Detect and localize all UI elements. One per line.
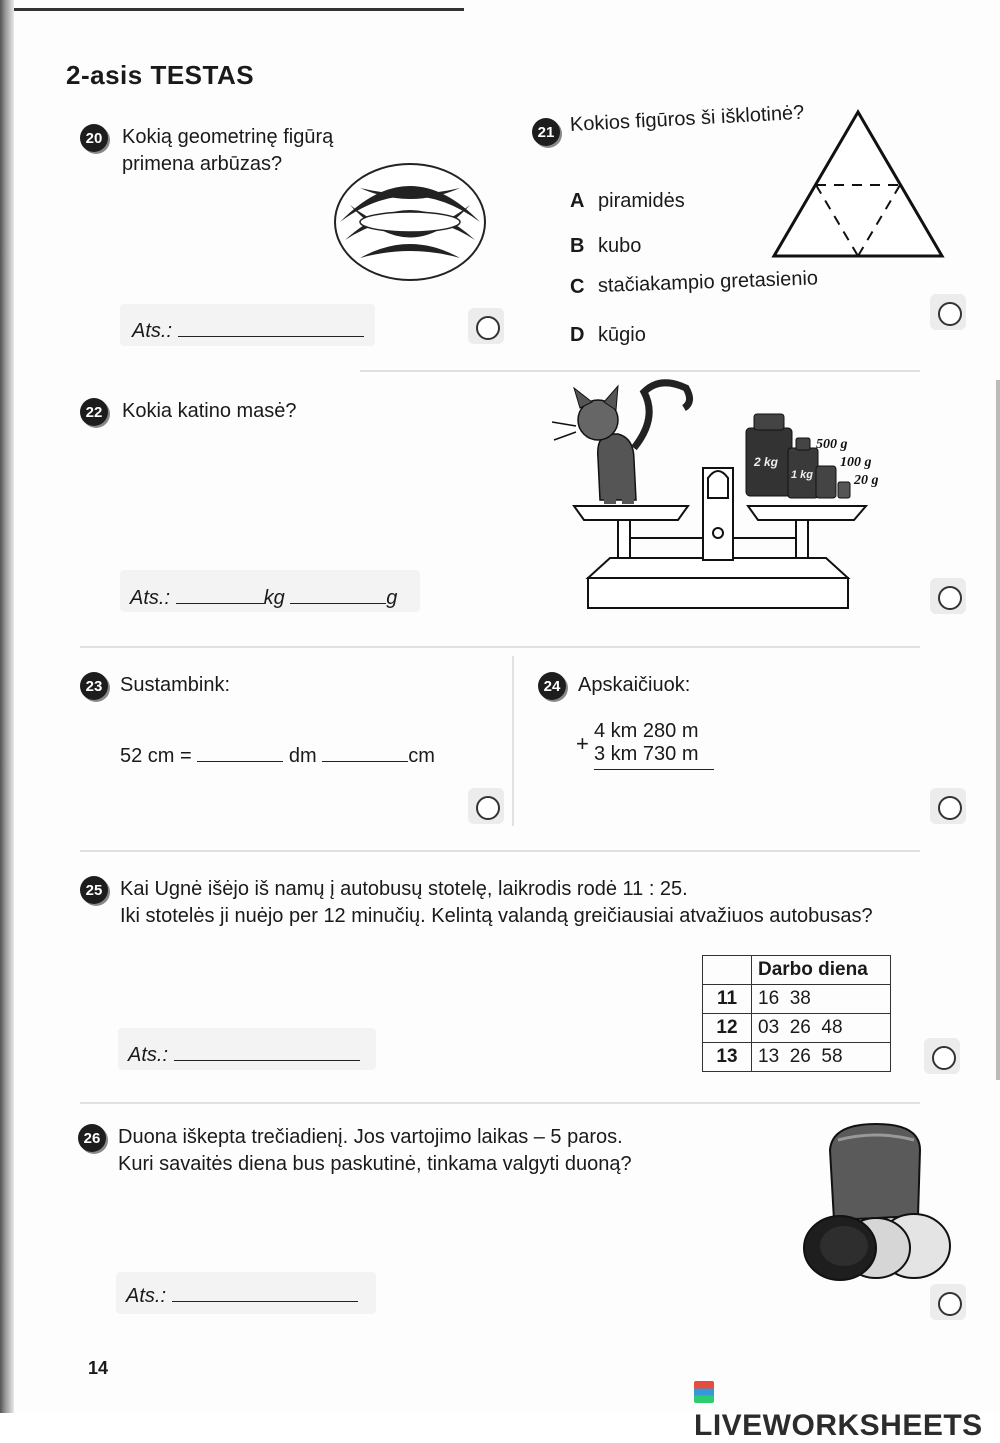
page-title: 2-asis TESTAS <box>66 60 255 90</box>
q26-answer <box>126 1283 358 1308</box>
q22-g-label: g <box>386 587 398 609</box>
q26-line1: Duona iškepta trečiadienį. Jos vartojimo laikas – 5 paros. <box>118 1126 623 1148</box>
q22-g-blank[interactable] <box>290 585 386 604</box>
q26-answer-blank[interactable] <box>172 1283 358 1302</box>
q21-number-badge: 21 <box>532 118 560 146</box>
q24-plus-sign: + <box>576 731 589 756</box>
q23-expression <box>120 743 435 770</box>
q24-addend-2: 3 km 730 m <box>594 741 714 770</box>
q21-option-d[interactable]: D kūgio <box>570 324 646 346</box>
q26-question <box>118 1124 632 1178</box>
q24-addend-1: 4 km 280 m <box>594 720 699 742</box>
q23-dm-label: dm <box>288 745 317 767</box>
q22-question: Kokia katino masė? <box>122 400 297 422</box>
q20-line1: Kokią geometrinę figūrą <box>122 126 334 148</box>
q21-option-a[interactable]: A piramidės <box>570 190 685 212</box>
q25-line2: Iki stotelės ji nuėjo per 12 minučių. Kelintą valandą greičiausiai atvažiuos autobusas? <box>120 905 873 927</box>
q23-expr-text: 52 cm = <box>120 745 192 767</box>
q22-answer <box>130 585 397 610</box>
binding-shadow <box>0 0 14 1413</box>
liveworksheets-logo-icon <box>694 1381 714 1403</box>
schedule-hour: 12 <box>703 1014 752 1043</box>
q20-ats-label: Ats.: <box>132 320 173 342</box>
weight-100g-label: 100 g <box>840 455 872 470</box>
liveworksheets-logo-text: LIVEWORKSHEETS <box>694 1409 983 1442</box>
weight-2kg-label: 2 kg <box>754 455 779 469</box>
schedule-hour: 13 <box>703 1043 752 1072</box>
q22-kg-blank[interactable] <box>176 585 264 604</box>
bus-schedule-table <box>702 955 891 1072</box>
weight-500g-label: 500 g <box>816 437 848 452</box>
q24-score-circle[interactable] <box>938 796 962 820</box>
weight-20g-label: 20 g <box>854 473 879 488</box>
schedule-row <box>703 1014 891 1043</box>
q25-line1: Kai Ugnė išėjo iš namų į autobusų stotelę, laikrodis rodė 11 : 25. <box>120 878 688 900</box>
q22-kg-label: kg <box>263 587 285 609</box>
q22-ats-label: Ats.: <box>130 587 171 609</box>
schedule-header-row <box>703 956 891 985</box>
q23-cm-label: cm <box>408 745 435 767</box>
watermelon-illustration <box>330 160 490 285</box>
q25-answer <box>128 1042 360 1067</box>
q24-number-badge: 24 <box>538 672 566 700</box>
q25-ats-label: Ats.: <box>128 1044 169 1066</box>
q21-option-b[interactable]: B kubo <box>570 235 642 257</box>
q25-answer-blank[interactable] <box>174 1042 360 1061</box>
q25-score-circle[interactable] <box>932 1046 956 1070</box>
q22-number-badge: 22 <box>80 398 108 426</box>
schedule-header-empty <box>703 956 752 985</box>
weight-1kg-label: 1 kg <box>791 469 814 481</box>
separator-4 <box>80 1102 920 1104</box>
q20-line2: primena arbūzas? <box>122 153 283 175</box>
q20-question <box>122 124 333 178</box>
q20-number-badge: 20 <box>80 124 108 152</box>
column-divider <box>512 656 514 826</box>
q25-number-badge: 25 <box>80 876 108 904</box>
separator-3 <box>80 850 920 852</box>
schedule-hour: 11 <box>703 985 752 1014</box>
q23-question: Sustambink: <box>120 674 231 696</box>
q26-score-circle[interactable] <box>938 1292 962 1316</box>
schedule-minutes: 03 26 48 <box>752 1014 891 1043</box>
q20-answer <box>132 318 364 343</box>
separator-2 <box>80 646 920 648</box>
q23-dm-blank[interactable] <box>197 743 283 762</box>
q20-answer-blank[interactable] <box>178 318 364 337</box>
q26-line2: Kuri savaitės diena bus paskutinė, tinkama valgyti duoną? <box>118 1153 632 1175</box>
q20-score-circle[interactable] <box>476 316 500 340</box>
schedule-minutes: 13 26 58 <box>752 1043 891 1072</box>
q24-question: Apskaičiuok: <box>578 674 691 696</box>
schedule-row <box>703 985 891 1014</box>
q26-number-badge: 26 <box>78 1124 106 1152</box>
q22-score-circle[interactable] <box>938 586 962 610</box>
page-number: 14 <box>88 1358 109 1378</box>
bread-illustration <box>796 1120 956 1285</box>
right-edge-line <box>996 380 1000 1080</box>
q23-score-circle[interactable] <box>476 796 500 820</box>
top-border-line <box>14 8 464 11</box>
triangle-net-illustration <box>770 108 946 260</box>
q23-number-badge: 23 <box>80 672 108 700</box>
q23-cm-blank[interactable] <box>322 743 408 762</box>
q25-question <box>120 876 873 930</box>
separator-1 <box>360 370 920 372</box>
schedule-minutes: 16 38 <box>752 985 891 1014</box>
liveworksheets-logo[interactable] <box>694 1375 1000 1443</box>
q26-ats-label: Ats.: <box>126 1285 167 1307</box>
schedule-row <box>703 1043 891 1072</box>
q21-option-c[interactable]: C stačiakampio gretasienio <box>569 267 819 298</box>
cat-on-scale-illustration <box>548 378 888 614</box>
q21-score-circle[interactable] <box>938 302 962 326</box>
q21-question: Kokios figūros ši išklotinė? <box>569 101 805 136</box>
schedule-header: Darbo diena <box>752 956 891 985</box>
